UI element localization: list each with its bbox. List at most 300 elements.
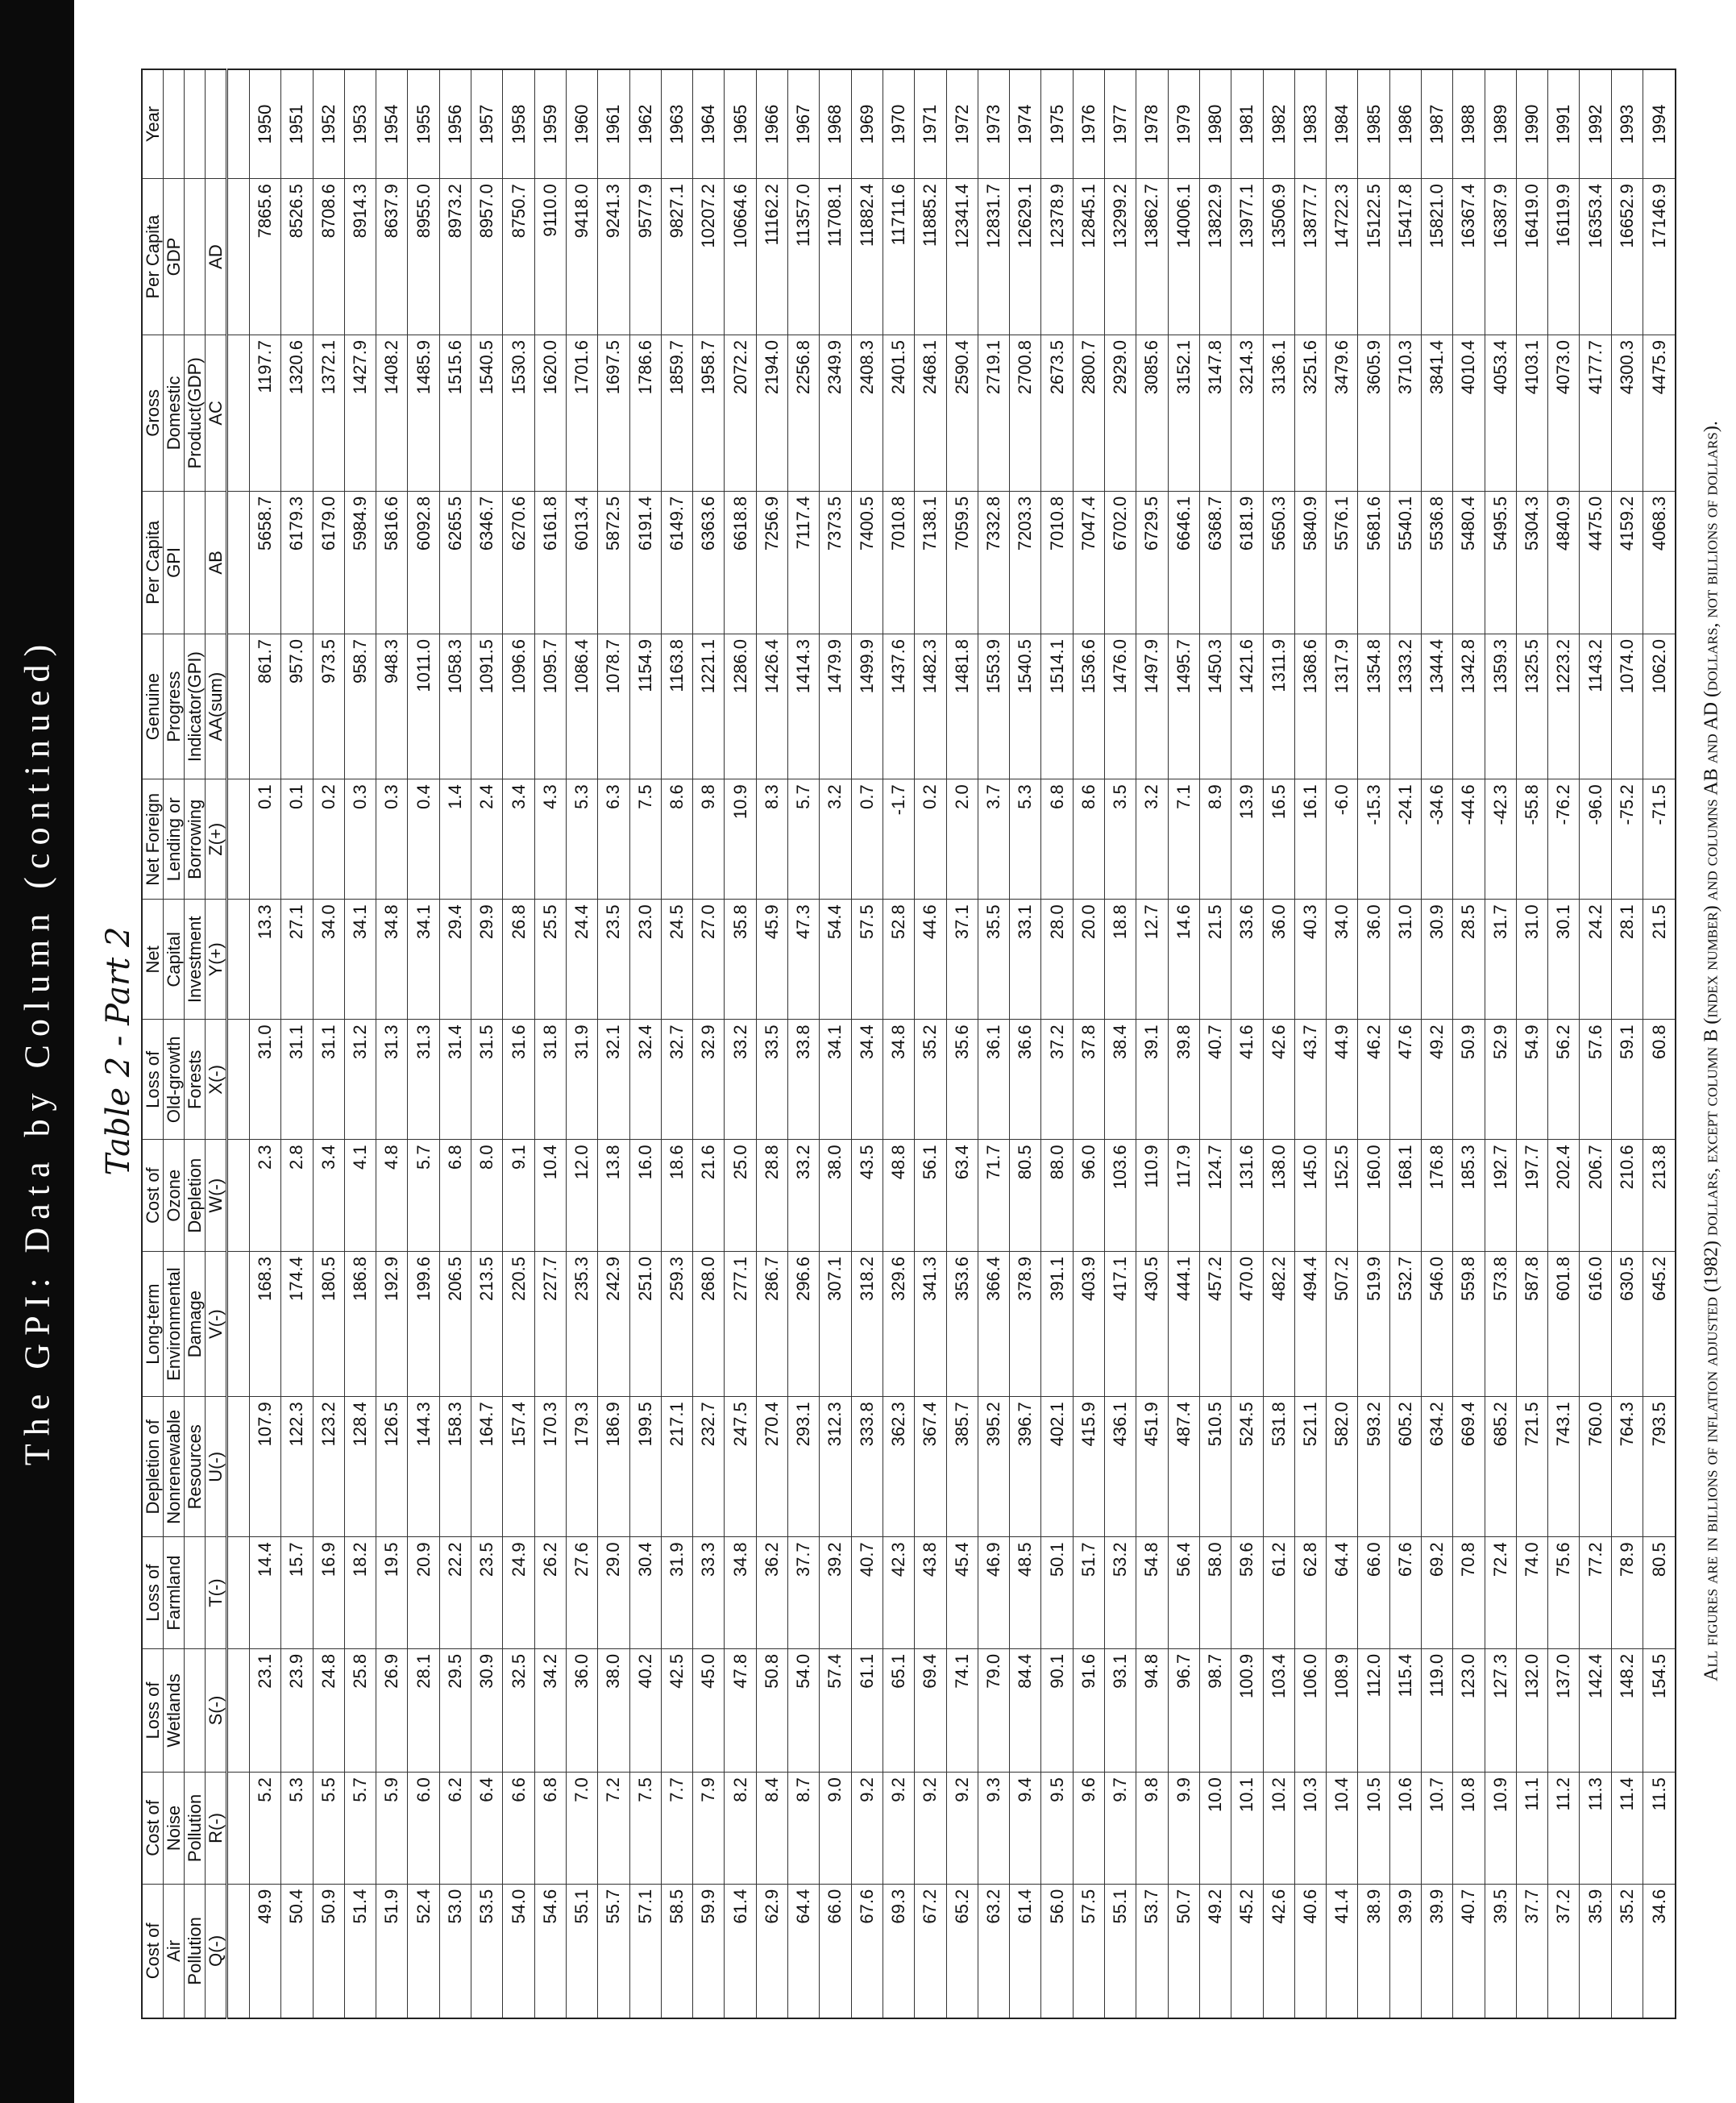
year-cell: 1966 xyxy=(756,69,787,179)
value-cell: 107.9 xyxy=(250,1397,281,1537)
value-cell: 247.5 xyxy=(725,1397,756,1537)
value-cell: 39.9 xyxy=(1421,1884,1452,2018)
value-cell: 206.5 xyxy=(439,1251,471,1396)
table-row xyxy=(439,69,471,2018)
value-cell: 6265.5 xyxy=(439,491,471,634)
value-cell: 57.6 xyxy=(1580,1020,1611,1140)
value-cell: -34.6 xyxy=(1421,779,1452,900)
value-cell: 7047.4 xyxy=(1073,491,1104,634)
value-cell: 38.9 xyxy=(1358,1884,1389,2018)
table-row xyxy=(566,69,597,2018)
year-cell: 1979 xyxy=(1168,69,1199,179)
value-cell: 54.0 xyxy=(503,1884,534,2018)
value-cell: 9.2 xyxy=(851,1773,883,1885)
table-row xyxy=(1453,69,1485,2018)
value-cell: 30.1 xyxy=(1548,900,1580,1020)
value-cell: 9241.3 xyxy=(598,179,629,335)
value-cell: 0.7 xyxy=(851,779,883,900)
value-cell: 1221.1 xyxy=(693,634,725,779)
year-cell: 1993 xyxy=(1611,69,1643,179)
value-cell: -42.3 xyxy=(1485,779,1516,900)
value-cell: 3.2 xyxy=(1136,779,1168,900)
value-cell: 4840.9 xyxy=(1548,491,1580,634)
value-cell: 277.1 xyxy=(725,1251,756,1396)
value-cell: 5.9 xyxy=(376,1773,408,1885)
value-cell: 8.6 xyxy=(661,779,692,900)
value-cell: 50.1 xyxy=(1041,1537,1073,1649)
value-cell: 164.7 xyxy=(471,1397,503,1537)
value-cell: 21.5 xyxy=(1643,900,1676,1020)
header-row xyxy=(185,69,206,2018)
table-row xyxy=(629,69,661,2018)
value-cell: 33.8 xyxy=(788,1020,820,1140)
value-cell: 16.9 xyxy=(313,1537,344,1649)
value-cell: 59.6 xyxy=(1231,1537,1263,1649)
value-cell: 7.7 xyxy=(661,1773,692,1885)
value-cell: 34.8 xyxy=(725,1537,756,1649)
value-cell: 4068.3 xyxy=(1643,491,1676,634)
value-cell: 34.0 xyxy=(313,900,344,1020)
column-header: Indicator(GPI) xyxy=(185,634,206,779)
table-row xyxy=(820,69,851,2018)
column-header: Y(+) xyxy=(206,900,227,1020)
column-header: Cost of xyxy=(142,1773,164,1885)
value-cell: 54.9 xyxy=(1516,1020,1547,1140)
table-row xyxy=(788,69,820,2018)
value-cell: 64.4 xyxy=(788,1884,820,2018)
value-cell: 37.2 xyxy=(1041,1020,1073,1140)
column-header: S(-) xyxy=(206,1648,227,1772)
value-cell: 30.4 xyxy=(629,1537,661,1649)
value-cell: 948.3 xyxy=(376,634,408,779)
value-cell: 23.5 xyxy=(471,1537,503,1649)
value-cell: 57.5 xyxy=(1073,1884,1104,2018)
value-cell: 7256.9 xyxy=(756,491,787,634)
value-cell: 158.3 xyxy=(439,1397,471,1537)
gpi-data-table xyxy=(141,69,1676,2019)
year-cell: 1970 xyxy=(883,69,914,179)
value-cell: 31.7 xyxy=(1485,900,1516,1020)
column-header: Ozone xyxy=(164,1140,185,1252)
value-cell: 39.8 xyxy=(1168,1020,1199,1140)
value-cell: 18.2 xyxy=(344,1537,376,1649)
value-cell: 56.1 xyxy=(915,1140,946,1252)
column-header: R(-) xyxy=(206,1773,227,1885)
value-cell: 56.4 xyxy=(1168,1537,1199,1649)
value-cell: 3152.1 xyxy=(1168,335,1199,491)
value-cell: 31.9 xyxy=(661,1537,692,1649)
column-header: Cost of xyxy=(142,1884,164,2018)
value-cell: 117.9 xyxy=(1168,1140,1199,1252)
value-cell: 57.5 xyxy=(851,900,883,1020)
value-cell: 1450.3 xyxy=(1199,634,1231,779)
value-cell: 33.6 xyxy=(1231,900,1263,1020)
value-cell: 1317.9 xyxy=(1327,634,1358,779)
column-header: Genuine xyxy=(142,634,164,779)
value-cell: 1372.1 xyxy=(313,335,344,491)
value-cell: 593.2 xyxy=(1358,1397,1389,1537)
value-cell: 232.7 xyxy=(693,1397,725,1537)
value-cell: 53.7 xyxy=(1136,1884,1168,2018)
value-cell: 7.2 xyxy=(598,1773,629,1885)
value-cell: 29.4 xyxy=(439,900,471,1020)
year-cell: 1988 xyxy=(1453,69,1485,179)
value-cell: 50.9 xyxy=(1453,1020,1485,1140)
value-cell: 170.3 xyxy=(534,1397,566,1537)
table-row xyxy=(725,69,756,2018)
value-cell: 9827.1 xyxy=(661,179,692,335)
value-cell: 743.1 xyxy=(1548,1397,1580,1537)
value-cell: 5681.6 xyxy=(1358,491,1389,634)
column-header xyxy=(206,69,227,179)
value-cell: 62.9 xyxy=(756,1884,787,2018)
value-cell: 220.5 xyxy=(503,1251,534,1396)
value-cell: 28.0 xyxy=(1041,900,1073,1020)
value-cell: 23.5 xyxy=(598,900,629,1020)
value-cell: 30.9 xyxy=(1421,900,1452,1020)
value-cell: 16119.9 xyxy=(1548,179,1580,335)
year-cell: 1973 xyxy=(978,69,1009,179)
value-cell: 45.4 xyxy=(946,1537,978,1649)
year-cell: 1977 xyxy=(1105,69,1136,179)
value-cell: 123.0 xyxy=(1453,1648,1485,1772)
value-cell: 53.2 xyxy=(1105,1537,1136,1649)
value-cell: 532.7 xyxy=(1389,1251,1421,1396)
value-cell: 18.8 xyxy=(1105,900,1136,1020)
value-cell: 6346.7 xyxy=(471,491,503,634)
value-cell: 40.7 xyxy=(851,1537,883,1649)
value-cell: 286.7 xyxy=(756,1251,787,1396)
year-cell: 1950 xyxy=(250,69,281,179)
value-cell: 793.5 xyxy=(1643,1397,1676,1537)
value-cell: 1320.6 xyxy=(281,335,313,491)
value-cell: 3841.4 xyxy=(1421,335,1452,491)
value-cell: 35.2 xyxy=(915,1020,946,1140)
value-cell: 90.1 xyxy=(1041,1648,1073,1772)
value-cell: 51.9 xyxy=(376,1884,408,2018)
value-cell: 10.4 xyxy=(1327,1773,1358,1885)
year-cell: 1992 xyxy=(1580,69,1611,179)
header-row xyxy=(206,69,227,2018)
spacer-cell xyxy=(227,900,250,1020)
value-cell: 41.4 xyxy=(1327,1884,1358,2018)
value-cell: 10.2 xyxy=(1263,1773,1294,1885)
year-cell: 1964 xyxy=(693,69,725,179)
column-header: AB xyxy=(206,491,227,634)
value-cell: 1482.3 xyxy=(915,634,946,779)
value-cell: 38.0 xyxy=(598,1648,629,1772)
value-cell: 521.1 xyxy=(1294,1397,1326,1537)
value-cell: 6368.7 xyxy=(1199,491,1231,634)
value-cell: 7010.8 xyxy=(1041,491,1073,634)
value-cell: 1476.0 xyxy=(1105,634,1136,779)
value-cell: 42.5 xyxy=(661,1648,692,1772)
value-cell: 15.7 xyxy=(281,1537,313,1649)
value-cell: 7332.8 xyxy=(978,491,1009,634)
value-cell: 21.5 xyxy=(1199,900,1231,1020)
value-cell: 36.0 xyxy=(1358,900,1389,1020)
value-cell: -75.2 xyxy=(1611,779,1643,900)
value-cell: 31.0 xyxy=(250,1020,281,1140)
value-cell: 12.0 xyxy=(566,1140,597,1252)
value-cell: 50.7 xyxy=(1168,1884,1199,2018)
value-cell: 3.5 xyxy=(1105,779,1136,900)
value-cell: 74.1 xyxy=(946,1648,978,1772)
value-cell: 16.5 xyxy=(1263,779,1294,900)
value-cell: 470.0 xyxy=(1231,1251,1263,1396)
value-cell: 2194.0 xyxy=(756,335,787,491)
spacer-cell xyxy=(227,491,250,634)
value-cell: 26.9 xyxy=(376,1648,408,1772)
value-cell: 17146.9 xyxy=(1643,179,1676,335)
value-cell: 1062.0 xyxy=(1643,634,1676,779)
footnote: All figures are in billions of inflation adjusted (1982) dollars, except column B (index number) and columns AB and AD (dollars, not billions of dollars). xyxy=(1701,421,1722,1681)
column-header: Per Capita xyxy=(142,491,164,634)
value-cell: 6.2 xyxy=(439,1773,471,1885)
value-cell: 31.6 xyxy=(503,1020,534,1140)
value-cell: 35.9 xyxy=(1580,1884,1611,2018)
value-cell: 34.6 xyxy=(1643,1884,1676,2018)
spacer-cell xyxy=(227,1773,250,1885)
value-cell: 61.4 xyxy=(1010,1884,1041,2018)
value-cell: 353.6 xyxy=(946,1251,978,1396)
value-cell: 37.7 xyxy=(1516,1884,1547,2018)
value-cell: -76.2 xyxy=(1548,779,1580,900)
value-cell: 119.0 xyxy=(1421,1648,1452,1772)
year-cell: 1963 xyxy=(661,69,692,179)
value-cell: 2468.1 xyxy=(915,335,946,491)
value-cell: 6729.5 xyxy=(1136,491,1168,634)
value-cell: 1078.7 xyxy=(598,634,629,779)
value-cell: 9577.9 xyxy=(629,179,661,335)
value-cell: 128.4 xyxy=(344,1397,376,1537)
value-cell: 32.1 xyxy=(598,1020,629,1140)
value-cell: 179.3 xyxy=(566,1397,597,1537)
year-cell: 1958 xyxy=(503,69,534,179)
value-cell: 6.8 xyxy=(439,1140,471,1252)
value-cell: 760.0 xyxy=(1580,1397,1611,1537)
value-cell: 77.2 xyxy=(1580,1537,1611,1649)
value-cell: 16419.0 xyxy=(1516,179,1547,335)
value-cell: 669.4 xyxy=(1453,1397,1485,1537)
value-cell: 52.8 xyxy=(883,900,914,1020)
value-cell: 6191.4 xyxy=(629,491,661,634)
value-cell: 58.5 xyxy=(661,1884,692,2018)
year-cell: 1989 xyxy=(1485,69,1516,179)
value-cell: -71.5 xyxy=(1643,779,1676,900)
column-header: Depletion of xyxy=(142,1397,164,1537)
value-cell: 31.1 xyxy=(313,1020,344,1140)
column-header: Borrowing xyxy=(185,779,206,900)
value-cell: 28.1 xyxy=(1611,900,1643,1020)
column-header xyxy=(185,69,206,179)
value-cell: 1154.9 xyxy=(629,634,661,779)
year-cell: 1972 xyxy=(946,69,978,179)
value-cell: 12.7 xyxy=(1136,900,1168,1020)
value-cell: 1197.7 xyxy=(250,335,281,491)
value-cell: 50.4 xyxy=(281,1884,313,2018)
value-cell: 30.9 xyxy=(471,1648,503,1772)
value-cell: 531.8 xyxy=(1263,1397,1294,1537)
year-cell: 1981 xyxy=(1231,69,1263,179)
value-cell: 524.5 xyxy=(1231,1397,1263,1537)
value-cell: 103.4 xyxy=(1263,1648,1294,1772)
value-cell: 9.8 xyxy=(693,779,725,900)
value-cell: 1421.6 xyxy=(1231,634,1263,779)
value-cell: 5.5 xyxy=(313,1773,344,1885)
value-cell: 8.3 xyxy=(756,779,787,900)
value-cell: 80.5 xyxy=(1010,1140,1041,1252)
column-header xyxy=(185,179,206,335)
column-header: Farmland xyxy=(164,1537,185,1649)
value-cell: 48.8 xyxy=(883,1140,914,1252)
value-cell: 1479.9 xyxy=(820,634,851,779)
value-cell: 42.6 xyxy=(1263,1020,1294,1140)
value-cell: -55.8 xyxy=(1516,779,1547,900)
column-header: Gross xyxy=(142,335,164,491)
value-cell: 362.3 xyxy=(883,1397,914,1537)
value-cell: 1368.6 xyxy=(1294,634,1326,779)
value-cell: 1344.4 xyxy=(1421,634,1452,779)
value-cell: 4475.9 xyxy=(1643,335,1676,491)
value-cell: 259.3 xyxy=(661,1251,692,1396)
value-cell: 7.5 xyxy=(629,779,661,900)
value-cell: 110.9 xyxy=(1136,1140,1168,1252)
table-row xyxy=(1010,69,1041,2018)
value-cell: 39.9 xyxy=(1389,1884,1421,2018)
value-cell: 54.6 xyxy=(534,1884,566,2018)
value-cell: 8.7 xyxy=(788,1773,820,1885)
value-cell: 519.9 xyxy=(1358,1251,1389,1396)
column-header: Old-growth xyxy=(164,1020,185,1140)
year-cell: 1957 xyxy=(471,69,503,179)
table-row xyxy=(1294,69,1326,2018)
value-cell: 6702.0 xyxy=(1105,491,1136,634)
value-cell: 46.2 xyxy=(1358,1020,1389,1140)
value-cell: -15.3 xyxy=(1358,779,1389,900)
value-cell: 9.8 xyxy=(1136,1773,1168,1885)
table-row xyxy=(1327,69,1358,2018)
value-cell: 34.8 xyxy=(376,900,408,1020)
value-cell: 9.1 xyxy=(503,1140,534,1252)
value-cell: 131.6 xyxy=(1231,1140,1263,1252)
value-cell: 391.1 xyxy=(1041,1251,1073,1396)
value-cell: 1342.8 xyxy=(1453,634,1485,779)
value-cell: 5304.3 xyxy=(1516,491,1547,634)
value-cell: 40.3 xyxy=(1294,900,1326,1020)
table-row xyxy=(1263,69,1294,2018)
value-cell: 74.0 xyxy=(1516,1537,1547,1649)
value-cell: 33.2 xyxy=(788,1140,820,1252)
year-cell: 1954 xyxy=(376,69,408,179)
value-cell: 88.0 xyxy=(1041,1140,1073,1252)
table-row xyxy=(1643,69,1676,2018)
value-cell: 41.6 xyxy=(1231,1020,1263,1140)
value-cell: 2719.1 xyxy=(978,335,1009,491)
column-header: Year xyxy=(142,69,164,179)
value-cell: 634.2 xyxy=(1421,1397,1452,1537)
year-cell: 1985 xyxy=(1358,69,1389,179)
value-cell: 27.1 xyxy=(281,900,313,1020)
column-header: Domestic xyxy=(164,335,185,491)
value-cell: 70.8 xyxy=(1453,1537,1485,1649)
value-cell: 45.0 xyxy=(693,1648,725,1772)
value-cell: 25.0 xyxy=(725,1140,756,1252)
value-cell: 7203.3 xyxy=(1010,491,1041,634)
value-cell: 24.4 xyxy=(566,900,597,1020)
table-row xyxy=(1136,69,1168,2018)
year-cell: 1969 xyxy=(851,69,883,179)
value-cell: 2700.8 xyxy=(1010,335,1041,491)
column-header: T(-) xyxy=(206,1537,227,1649)
value-cell: 7.5 xyxy=(629,1773,661,1885)
year-cell: 1987 xyxy=(1421,69,1452,179)
value-cell: 318.2 xyxy=(851,1251,883,1396)
value-cell: 251.0 xyxy=(629,1251,661,1396)
value-cell: 112.0 xyxy=(1358,1648,1389,1772)
value-cell: 227.7 xyxy=(534,1251,566,1396)
value-cell: 1408.2 xyxy=(376,335,408,491)
value-cell: 13.8 xyxy=(598,1140,629,1252)
value-cell: 44.9 xyxy=(1327,1020,1358,1140)
year-cell: 1991 xyxy=(1548,69,1580,179)
value-cell: 1095.7 xyxy=(534,634,566,779)
value-cell: 1325.5 xyxy=(1516,634,1547,779)
value-cell: 7117.4 xyxy=(788,491,820,634)
value-cell: 66.0 xyxy=(820,1884,851,2018)
year-cell: 1951 xyxy=(281,69,313,179)
column-header: Loss of xyxy=(142,1537,164,1649)
value-cell: 1333.2 xyxy=(1389,634,1421,779)
value-cell: 8.9 xyxy=(1199,779,1231,900)
value-cell: 6.6 xyxy=(503,1773,534,1885)
value-cell: 126.5 xyxy=(376,1397,408,1537)
table-row xyxy=(1516,69,1547,2018)
value-cell: 2590.4 xyxy=(946,335,978,491)
value-cell: 6.8 xyxy=(534,1773,566,1885)
value-cell: 3085.6 xyxy=(1136,335,1168,491)
value-cell: 6179.0 xyxy=(313,491,344,634)
value-cell: 645.2 xyxy=(1643,1251,1676,1396)
value-cell: 1058.3 xyxy=(439,634,471,779)
value-cell: 451.9 xyxy=(1136,1397,1168,1537)
value-cell: 50.8 xyxy=(756,1648,787,1772)
value-cell: 8.4 xyxy=(756,1773,787,1885)
value-cell: 8708.6 xyxy=(313,179,344,335)
value-cell: 4010.4 xyxy=(1453,335,1485,491)
value-cell: 31.8 xyxy=(534,1020,566,1140)
value-cell: 79.0 xyxy=(978,1648,1009,1772)
value-cell: 1286.0 xyxy=(725,634,756,779)
value-cell: 9.4 xyxy=(1010,1773,1041,1885)
year-cell: 1971 xyxy=(915,69,946,179)
column-header: U(-) xyxy=(206,1397,227,1537)
column-header: AC xyxy=(206,335,227,491)
value-cell: 16.0 xyxy=(629,1140,661,1252)
value-cell: 3710.3 xyxy=(1389,335,1421,491)
value-cell: 96.0 xyxy=(1073,1140,1104,1252)
spacer-cell xyxy=(227,335,250,491)
value-cell: 4.8 xyxy=(376,1140,408,1252)
table-row xyxy=(1485,69,1516,2018)
value-cell: 1074.0 xyxy=(1611,634,1643,779)
value-cell: 5.7 xyxy=(788,779,820,900)
value-cell: 8750.7 xyxy=(503,179,534,335)
value-cell: 296.6 xyxy=(788,1251,820,1396)
value-cell: 415.9 xyxy=(1073,1397,1104,1537)
value-cell: 20.0 xyxy=(1073,900,1104,1020)
value-cell: 2408.3 xyxy=(851,335,883,491)
